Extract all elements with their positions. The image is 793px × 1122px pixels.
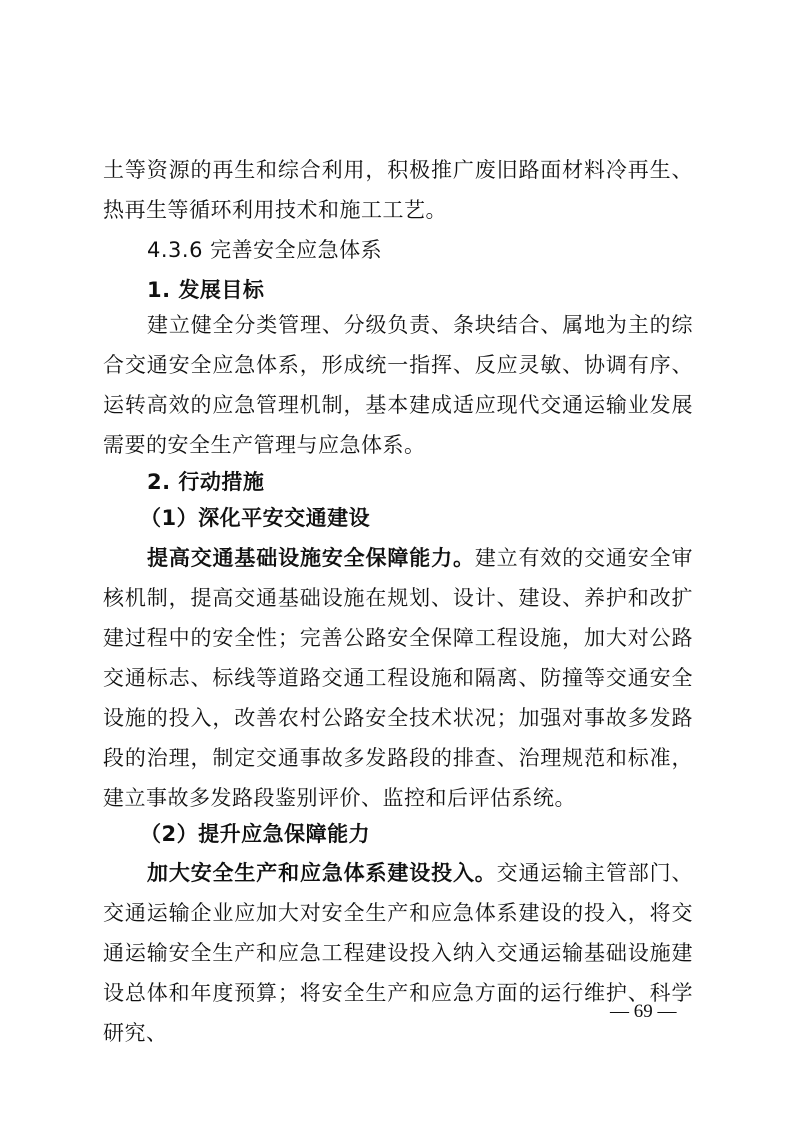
subheading-development-goals: 1. 发展目标: [147, 278, 265, 302]
subheading-action-measures: 2. 行动措施: [147, 470, 265, 494]
continuation-paragraph: 土等资源的再生和综合利用，积极推广废旧路面材料冷再生、热再生等循环利用技术和施工工艺。: [103, 158, 693, 222]
page-number: — 69 —: [610, 1001, 677, 1022]
item-1-body: 建立有效的交通安全审核机制，提高交通基础设施在规划、设计、建设、养护和改扩建过程中的安全性；完善公路安全保障工程设施，加大对公路交通标志、标线等道路交通工程设施和隔离、防撞等交通安全设施的投入，改善农村公路安全技术状况；加强对事故多发路段的治理，制定交通事故多发路段的排查、治理规范和标准，建立事故多发路段鉴别评价、监控和后评估系统。: [103, 546, 693, 810]
item-1-lead: 提高交通基础设施安全保障能力。: [147, 546, 475, 570]
item-2-lead: 加大安全生产和应急体系建设投入。: [147, 861, 497, 885]
goal-paragraph: 建立健全分类管理、分级负责、条块结合、属地为主的综合交通安全应急体系，形成统一指挥、反应灵敏、协调有序、运转高效的应急管理机制，基本建成适应现代交通运输业发展需要的安全生产管理与应急体系。: [103, 313, 693, 457]
item-2-body: 交通运输主管部门、交通运输企业应加大对安全生产和应急体系建设的投入，将交通运输安全生产和应急工程建设投入纳入交通运输基础设施建设总体和年度预算；将安全生产和应急方面的运行维护、科学研究、: [103, 861, 694, 1045]
item-1-heading: （1）深化平安交通建设: [140, 506, 371, 530]
section-heading: 4.3.6 完善安全应急体系: [147, 238, 383, 262]
item-2-paragraph: [103, 853, 693, 1053]
item-1-paragraph: [103, 538, 693, 818]
item-2-heading: （2）提升应急保障能力: [140, 822, 371, 846]
